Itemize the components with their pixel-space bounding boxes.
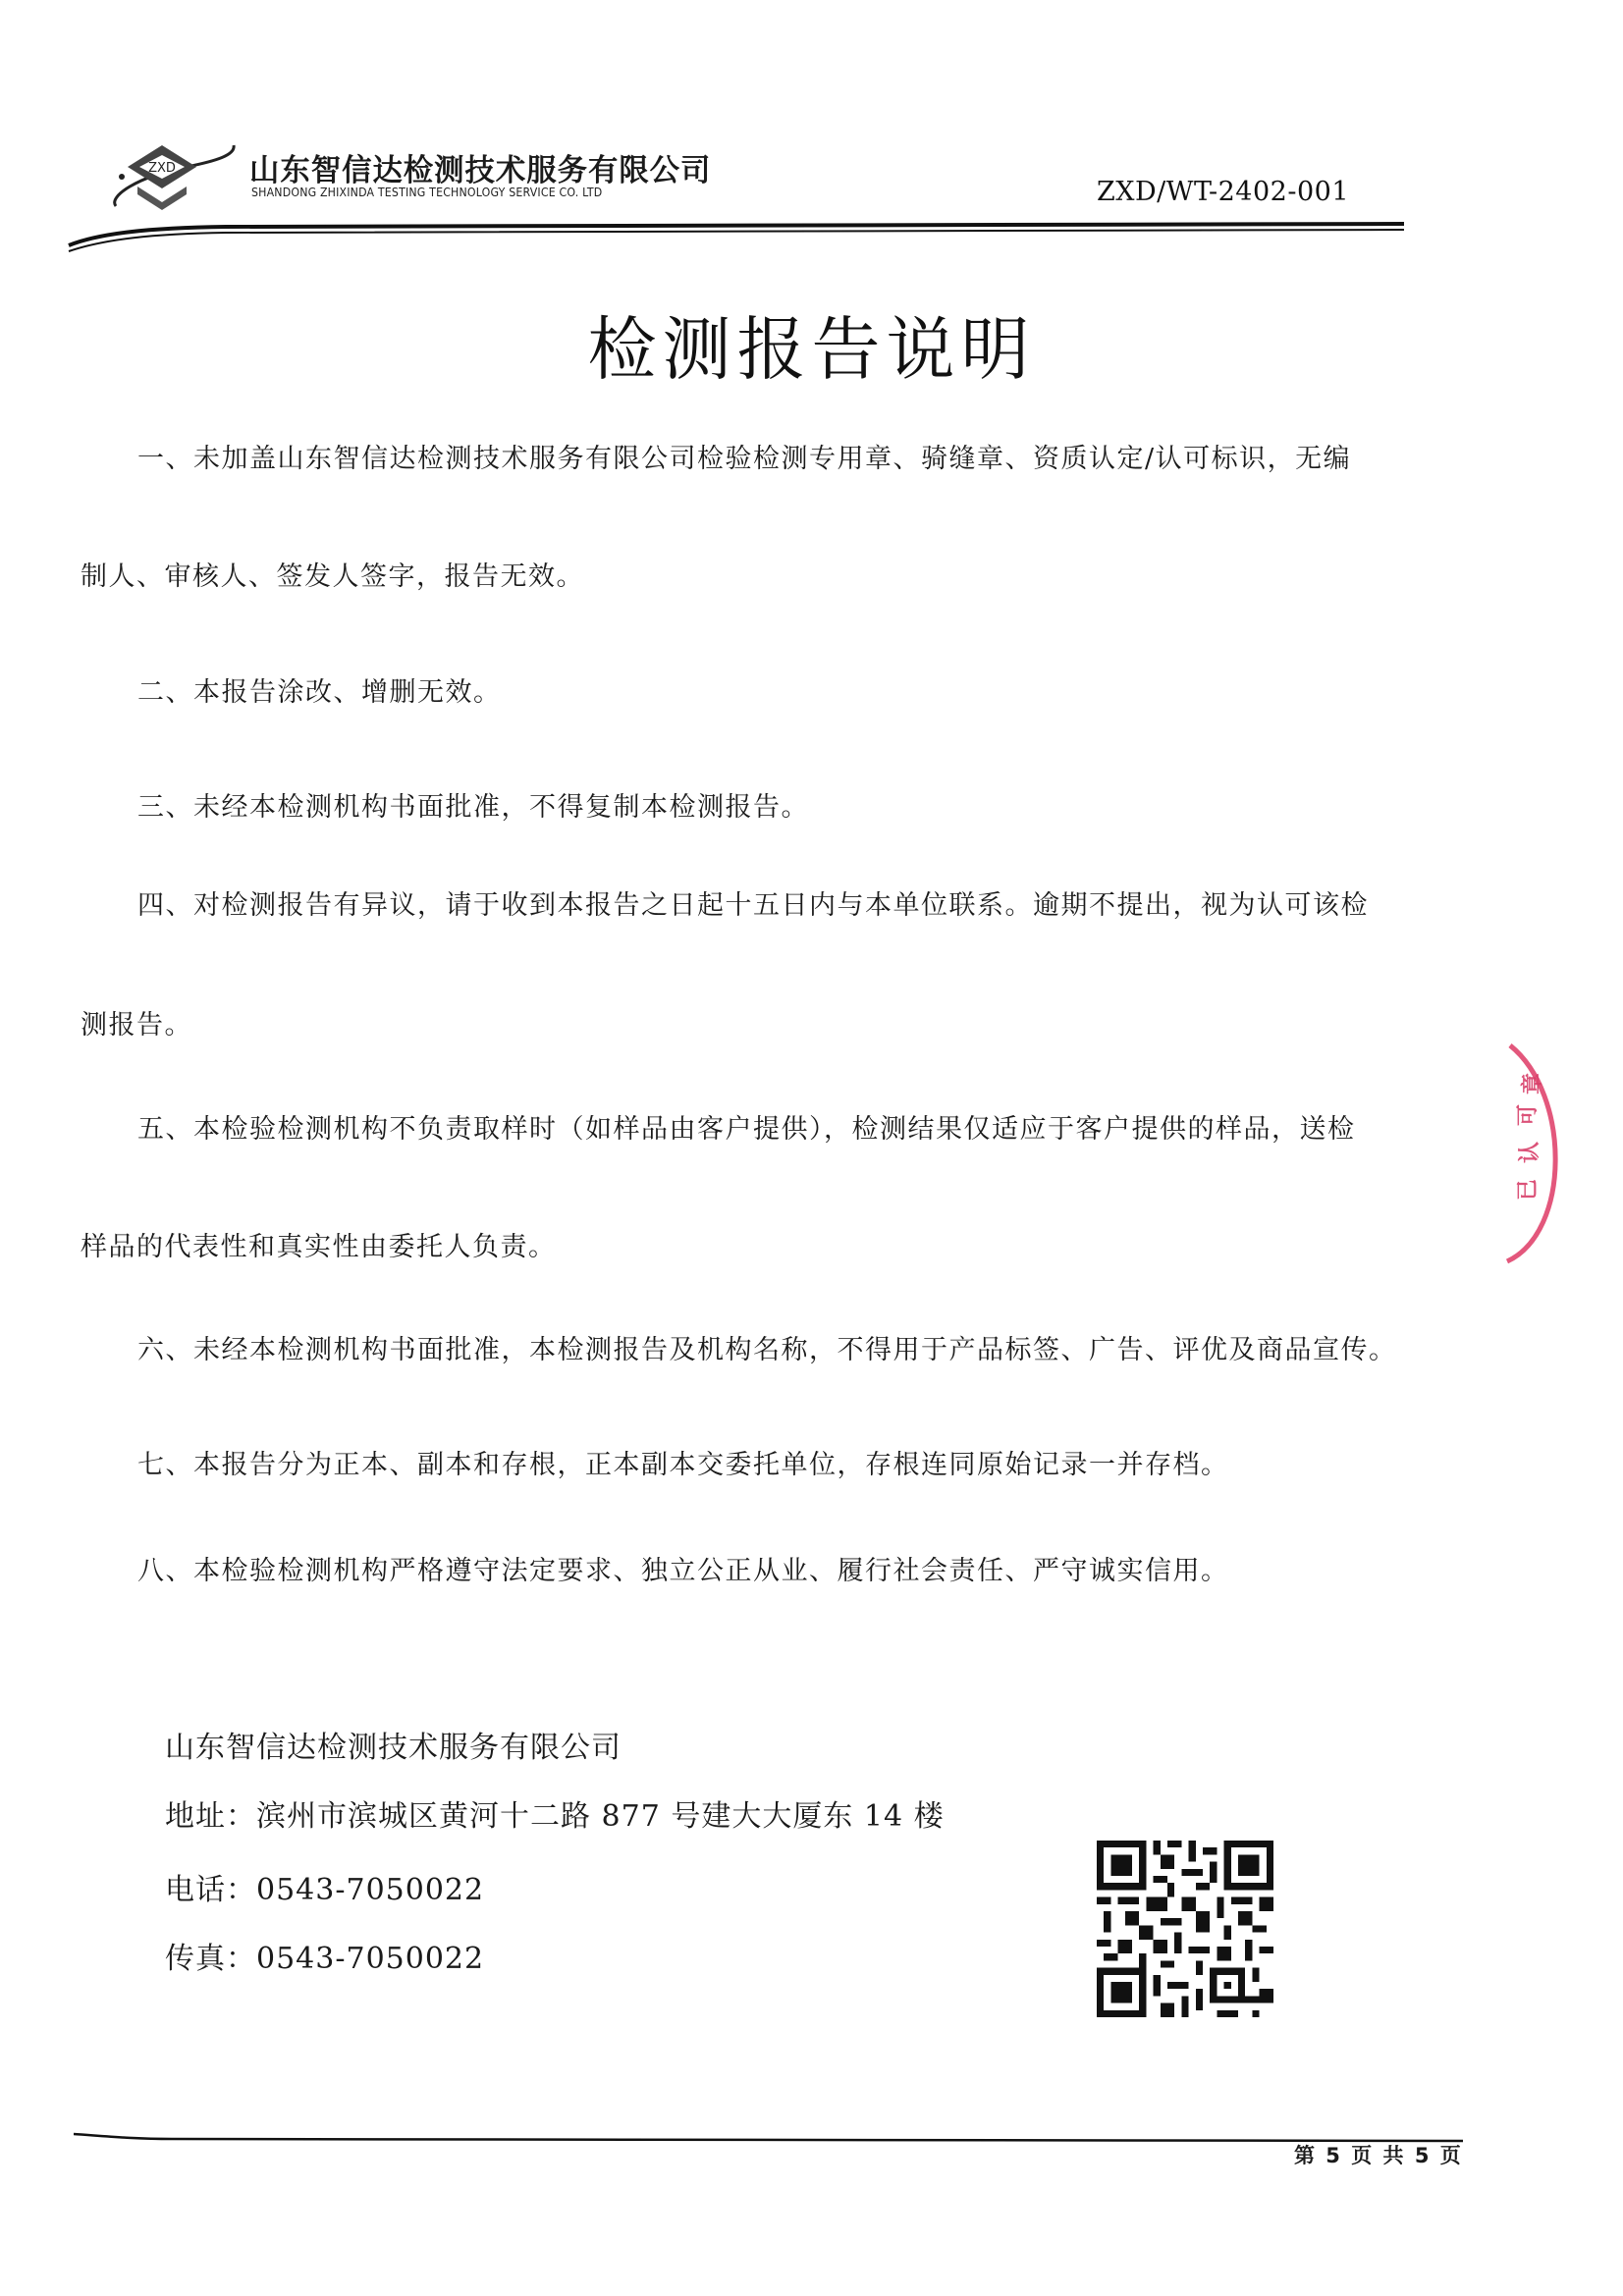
page-indicator: 第 5 页 共 5 页 — [1294, 2144, 1463, 2167]
clause-line: 测报告。 — [81, 1010, 192, 1041]
clause-line: 三、未经本检测机构书面批准，不得复制本检测报告。 — [137, 792, 809, 823]
report-number: ZXD/WT-2402-001 — [1097, 177, 1349, 207]
clause-line: 制人、审核人、签发人签字，报告无效。 — [81, 561, 584, 592]
company-name-en: SHANDONG ZHIXINDA TESTING TECHNOLOGY SERVICE CO. LTD — [251, 185, 603, 199]
header-divider — [59, 216, 1404, 255]
company-logo — [108, 137, 245, 216]
clause-line: 样品的代表性和真实性由委托人负责。 — [81, 1232, 557, 1262]
contact-fax: 传真：0543-7050022 — [165, 1942, 485, 1976]
footer-divider — [74, 2130, 1463, 2144]
contact-phone: 电话：0543-7050022 — [165, 1873, 485, 1907]
clause-line: 二、本报告涂改、增删无效。 — [137, 677, 502, 708]
clause-line: 七、本报告分为正本、副本和存根，正本副本交委托单位，存根连同原始记录一并存档。 — [137, 1450, 1229, 1480]
svg-text:认: 认 — [1518, 1141, 1542, 1163]
contact-company: 山东智信达检测技术服务有限公司 — [165, 1731, 622, 1765]
document-title: 检测报告说明 — [587, 309, 1036, 390]
logo-text: ZXD — [148, 161, 176, 176]
svg-text:可: 可 — [1516, 1103, 1541, 1126]
qr-code — [1093, 1841, 1277, 2017]
company-name-cn: 山东智信达检测技术服务有限公司 — [249, 153, 712, 188]
clause-line: 六、未经本检测机构书面批准，本检测报告及机构名称，不得用于产品标签、广告、评优及商品宣传。 — [137, 1335, 1397, 1365]
clause-line: 五、本检验检测机构不负责取样时（如样品由客户提供），检测结果仅适应于客户提供的样品，送检 — [137, 1114, 1356, 1145]
svg-text:已: 已 — [1516, 1178, 1541, 1201]
svg-text:章: 章 — [1521, 1072, 1545, 1095]
contact-address: 地址：滨州市滨城区黄河十二路 877 号建大大厦东 14 楼 — [165, 1799, 945, 1834]
clause-line: 一、未加盖山东智信达检测技术服务有限公司检验检测专用章、骑缝章、资质认定/认可标识，无编 — [137, 444, 1352, 474]
clause-line: 四、对检测报告有异议，请于收到本报告之日起十五日内与本单位联系。逾期不提出，视为认可该检 — [137, 890, 1369, 921]
clause-line: 八、本检验检测机构严格遵守法定要求、独立公正从业、履行社会责任、严守诚实信用。 — [137, 1556, 1229, 1586]
seal-stamp — [1473, 1036, 1623, 1301]
